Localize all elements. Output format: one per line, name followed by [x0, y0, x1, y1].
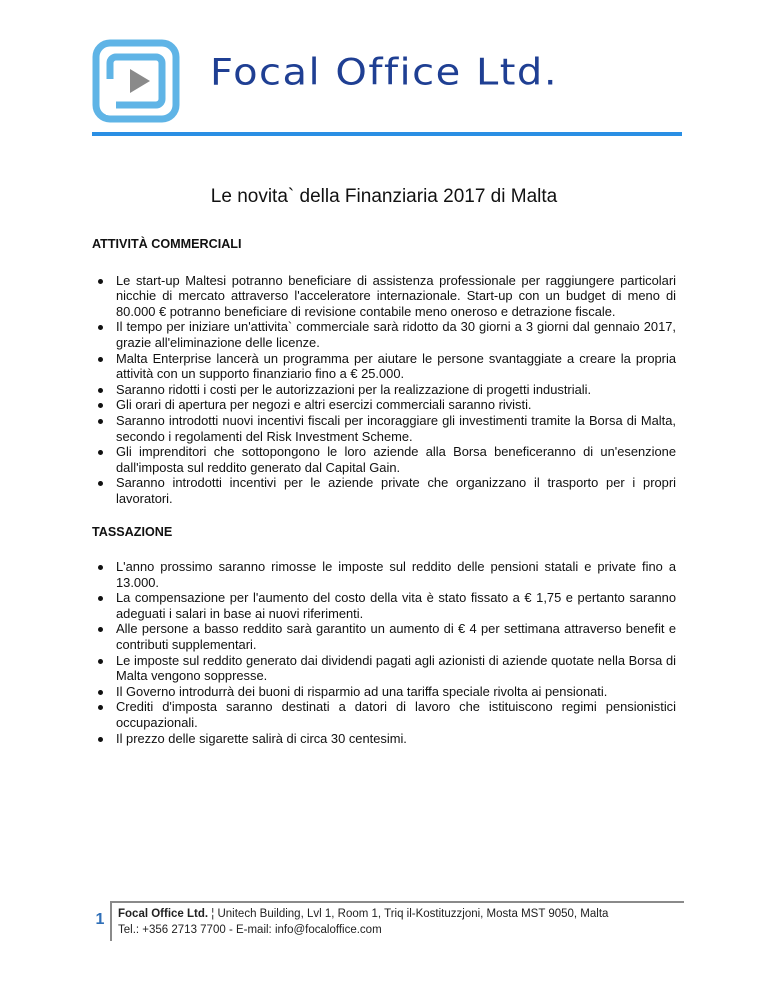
document-title: Le novita` della Finanziaria 2017 di Malta	[210, 186, 558, 207]
bullet-icon	[98, 481, 103, 486]
list-item: Gli orari di apertura per negozi e altri esercizi commerciali saranno rivisti.	[92, 397, 676, 413]
footer-address-line	[118, 906, 608, 922]
play-frame-logo-icon	[92, 39, 180, 123]
list-item: Crediti d'imposta saranno destinati a datori di lavoro che istituiscono regimi pensionistici occupazionali.	[92, 699, 676, 730]
bullet-icon	[98, 737, 103, 742]
bullet-icon	[98, 450, 103, 455]
list-item: Saranno introdotti incentivi per le aziende private che organizzano il trasporto per i propri lavoratori.	[92, 475, 676, 506]
bullet-icon	[98, 690, 103, 695]
bullet-icon	[98, 565, 103, 570]
document-body	[92, 237, 676, 746]
list-item: Saranno ridotti i costi per le autorizzazioni per la realizzazione di progetti industriali.	[92, 382, 676, 398]
bullet-icon	[98, 388, 103, 393]
header-divider	[92, 132, 682, 136]
page-number: 1	[95, 911, 105, 928]
list-item: Il prezzo delle sigarette salirà di circa 30 centesimi.	[92, 731, 676, 747]
section-heading-tassazione: TASSAZIONE	[92, 524, 173, 539]
letterhead	[0, 0, 768, 140]
footer-company: Focal Office Ltd.	[118, 908, 209, 920]
list-item: Le start-up Maltesi potranno beneficiare di assistenza professionale per raggiungere particolari nicchie di mercato attraverso l'acceleratore internazionale. Start-up con un budget di meno di 80.000 € potranno beneficiare di revisione contabile meno oneroso e detrazione fiscale.	[92, 273, 676, 320]
list-item: Le imposte sul reddito generato dai dividendi pagati agli azionisti di aziende quotate nella Borsa di Malta vengono soppresse.	[92, 653, 676, 684]
bullet-icon	[98, 325, 103, 330]
list-item: Saranno introdotti nuovi incentivi fiscali per incoraggiare gli investimenti tramite la Borsa di Malta, secondo i regolamenti del Risk Investment Scheme.	[92, 413, 676, 444]
footer-contact-block	[118, 906, 608, 938]
bullet-icon	[98, 419, 103, 424]
bullet-list-tassazione	[92, 559, 676, 746]
list-item: Il tempo per iniziare un'attivita` commerciale sarà ridotto da 30 giorni a 3 giorni dal gennaio 2017, grazie all'eliminazione delle licenze.	[92, 319, 676, 350]
list-item: L'anno prossimo saranno rimosse le imposte sul reddito delle pensioni statali e private fino a 13.000.	[92, 559, 676, 590]
list-item: Malta Enterprise lancerà un programma per aiutare le persone svantaggiate a creare la propria attività con un supporto finanziario fino a € 25.000.	[92, 351, 676, 382]
footer-address: ¦ Unitech Building, Lvl 1, Room 1, Triq il-Kostituzzjoni, Mosta MST 9050, Malta	[208, 908, 609, 920]
bullet-icon	[98, 659, 103, 664]
footer-vertical-divider	[110, 901, 112, 941]
bullet-icon	[98, 403, 103, 408]
footer-contact-line: Tel.: +356 2713 7700 - E-mail: info@focaloffice.com	[118, 924, 382, 936]
bullet-icon	[98, 279, 103, 284]
bullet-icon	[98, 357, 103, 362]
brand-name: Focal Office Ltd.	[210, 51, 559, 94]
footer-divider	[110, 901, 684, 903]
list-item: Il Governo introdurrà dei buoni di risparmio ad una tariffa speciale rivolta ai pensionati.	[92, 684, 676, 700]
bullet-icon	[98, 705, 103, 710]
bullet-list-attivita	[92, 273, 676, 507]
section-heading-attivita: ATTIVITÀ COMMERCIALI	[92, 237, 242, 251]
page-footer	[92, 901, 684, 941]
bullet-icon	[98, 627, 103, 632]
list-item: La compensazione per l'aumento del costo della vita è stato fissato a € 1,75 e pertanto saranno adeguati i salari in base ai nuovi riferimenti.	[92, 590, 676, 621]
list-item: Alle persone a basso reddito sarà garantito un aumento di € 4 per settimana attraverso benefit e contributi supplementari.	[92, 621, 676, 652]
bullet-icon	[98, 596, 103, 601]
list-item: Gli imprenditori che sottopongono le loro aziende alla Borsa beneficeranno di un'esenzione dall'imposta sul reddito generato dal Capital Gain.	[92, 444, 676, 475]
